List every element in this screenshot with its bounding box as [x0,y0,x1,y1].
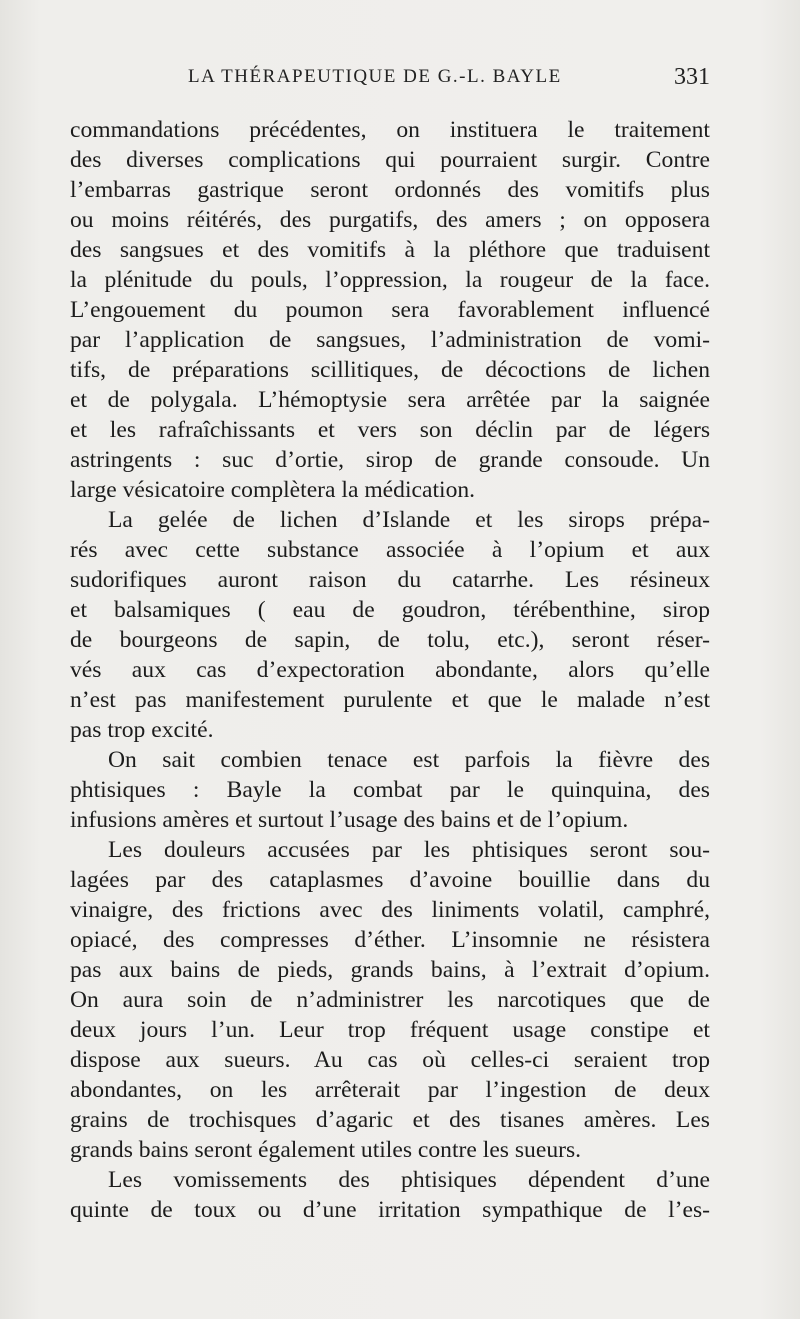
text-line: par l’application de sangsues, l’administration de vomi- [70,327,710,353]
text-line: deux jours l’un. Leur trop fréquent usage constipe et [70,1017,710,1043]
text-line: La gelée de lichen d’Islande et les sirops prépa- [108,507,710,533]
text-line: tifs, de préparations scillitiques, de décoctions de lichen [70,357,710,383]
body-text [70,115,710,1225]
text-line: vinaigre, des frictions avec des liniments volatil, camphré, [70,897,710,923]
text-line: On sait combien tenace est parfois la fièvre des [108,747,710,773]
text-line: grands bains seront également utiles contre les sueurs. [70,1137,582,1163]
text-line: et balsamiques ( eau de goudron, térébenthine, sirop [70,597,710,623]
text-line: L’engouement du poumon sera favorablement influencé [70,297,710,323]
text-line: n’est pas manifestement purulente et que le malade n’est [70,687,710,713]
text-line: quinte de toux ou d’une irritation sympathique de l’es- [70,1197,710,1223]
text-line: de bourgeons de sapin, de tolu, etc.), seront réser- [70,627,710,653]
text-line: commandations précédentes, on instituera le traitement [70,117,710,143]
text-line: large vésicatoire complètera la médication. [70,477,476,503]
text-line: rés avec cette substance associée à l’opium et aux [70,537,710,563]
text-line: l’embarras gastrique seront ordonnés des vomitifs plus [70,177,710,203]
page-number: 331 [674,64,710,90]
running-head [70,64,710,94]
text-line: la plénitude du pouls, l’oppression, la rougeur de la face. [70,267,710,293]
text-line: sudorifiques auront raison du catarrhe. Les résineux [70,567,710,593]
text-line: et les rafraîchissants et vers son déclin par de légers [70,417,710,443]
text-line: infusions amères et surtout l’usage des bains et de l’opium. [70,807,629,833]
text-line: et de polygala. L’hémoptysie sera arrêtée par la saignée [70,387,710,413]
text-line: Les vomissements des phtisiques dépendent d’une [108,1167,710,1193]
text-line: pas aux bains de pieds, grands bains, à l’extrait d’opium. [70,957,710,983]
text-line: astringents : suc d’ortie, sirop de grande consoude. Un [70,447,710,473]
text-line: On aura soin de n’administrer les narcotiques que de [70,987,710,1013]
text-line: abondantes, on les arrêterait par l’ingestion de deux [70,1077,710,1103]
text-line: phtisiques : Bayle la combat par le quinquina, des [70,777,710,803]
text-line: lagées par des cataplasmes d’avoine bouillie dans du [70,867,710,893]
text-line: Les douleurs accusées par les phtisiques seront sou- [108,837,710,863]
text-line: grains de trochisques d’agaric et des tisanes amères. Les [70,1107,710,1133]
text-line: des diverses complications qui pourraient surgir. Contre [70,147,710,173]
text-line: vés aux cas d’expectoration abondante, alors qu’elle [70,657,710,683]
text-line: opiacé, des compresses d’éther. L’insomnie ne résistera [70,927,710,953]
text-line: dispose aux sueurs. Au cas où celles-ci seraient trop [70,1047,710,1073]
running-title: LA THÉRAPEUTIQUE DE G.-L. BAYLE [188,66,562,87]
text-line: pas trop excité. [70,717,214,743]
text-line: des sangsues et des vomitifs à la pléthore que traduisent [70,237,710,263]
text-line: ou moins réitérés, des purgatifs, des amers ; on opposera [70,207,710,233]
